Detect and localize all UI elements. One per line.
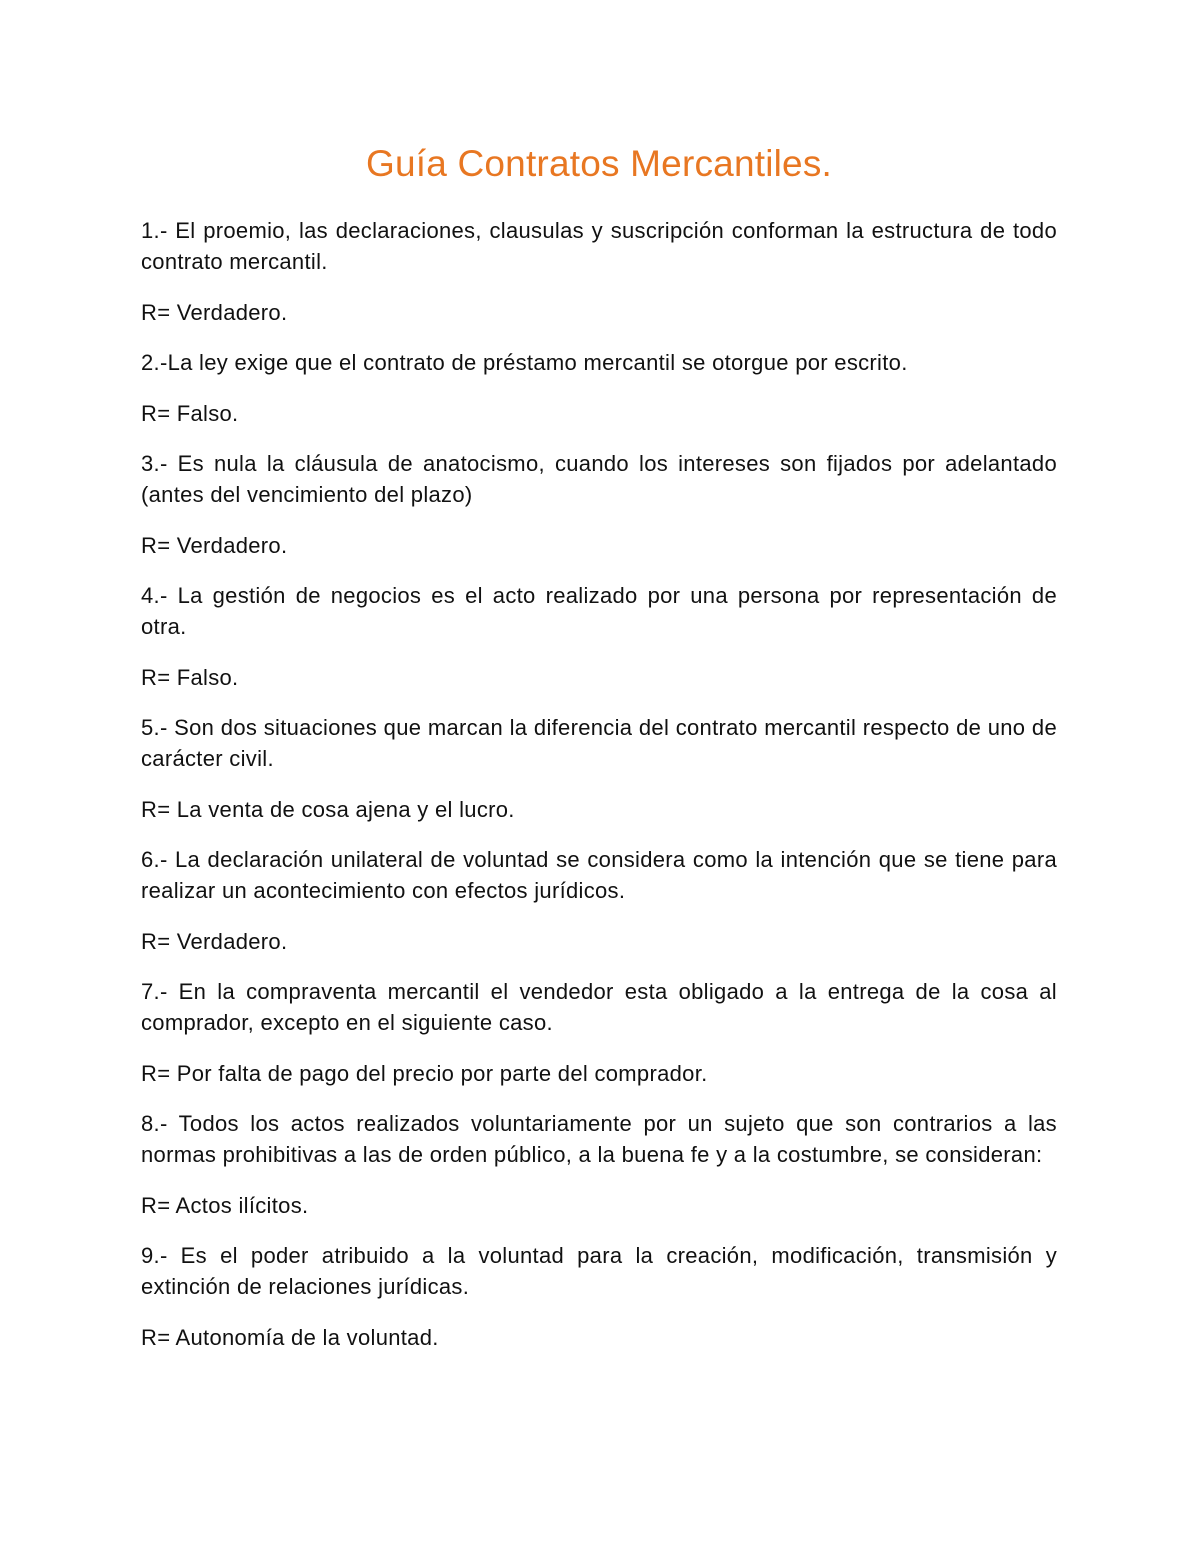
qa-item	[141, 215, 1057, 328]
question-text: 9.- Es el poder atribuido a la voluntad para la creación, modificación, transmisión y extinción de relaciones jurídicas.	[141, 1243, 1057, 1299]
question-text: 5.- Son dos situaciones que marcan la diferencia del contrato mercantil respecto de uno de carácter civil.	[141, 715, 1057, 771]
qa-item	[141, 844, 1057, 957]
qa-item	[141, 976, 1057, 1089]
question-text: 1.- El proemio, las declaraciones, clausulas y suscripción conforman la estructura de todo contrato mercantil.	[141, 218, 1057, 274]
question-text: 4.- La gestión de negocios es el acto realizado por una persona por representación de otra.	[141, 583, 1057, 639]
qa-item	[141, 448, 1057, 561]
question-text: 7.- En la compraventa mercantil el vendedor esta obligado a la entrega de la cosa al comprador, excepto en el siguiente caso.	[141, 979, 1057, 1035]
answer-text: R= Falso.	[141, 401, 239, 426]
answer-text: R= Actos ilícitos.	[141, 1193, 309, 1218]
question-text: 6.- La declaración unilateral de voluntad se considera como la intención que se tiene para realizar un acontecimiento con efectos jurídicos.	[141, 847, 1057, 903]
qa-item	[141, 347, 1057, 429]
qa-item	[141, 1108, 1057, 1221]
qa-item	[141, 1240, 1057, 1353]
document-title: Guía Contratos Mercantiles.	[365, 143, 833, 184]
answer-text: R= Verdadero.	[141, 929, 288, 954]
answer-text: R= Verdadero.	[141, 533, 288, 558]
answer-text: R= Falso.	[141, 665, 239, 690]
answer-text: R= Autonomía de la voluntad.	[141, 1325, 439, 1350]
qa-item	[141, 712, 1057, 825]
question-text: 8.- Todos los actos realizados voluntariamente por un sujeto que son contrarios a las normas prohibitivas a las de orden público, a la buena fe y a la costumbre, se consideran:	[141, 1111, 1057, 1167]
question-text: 3.- Es nula la cláusula de anatocismo, cuando los intereses son fijados por adelantado (antes del vencimiento del plazo)	[141, 451, 1057, 507]
answer-text: R= Verdadero.	[141, 300, 288, 325]
answer-text: R= La venta de cosa ajena y el lucro.	[141, 797, 515, 822]
document-page	[141, 140, 1057, 1372]
answer-text: R= Por falta de pago del precio por parte del comprador.	[141, 1061, 708, 1086]
qa-item	[141, 580, 1057, 693]
question-text: 2.-La ley exige que el contrato de préstamo mercantil se otorgue por escrito.	[141, 350, 908, 375]
